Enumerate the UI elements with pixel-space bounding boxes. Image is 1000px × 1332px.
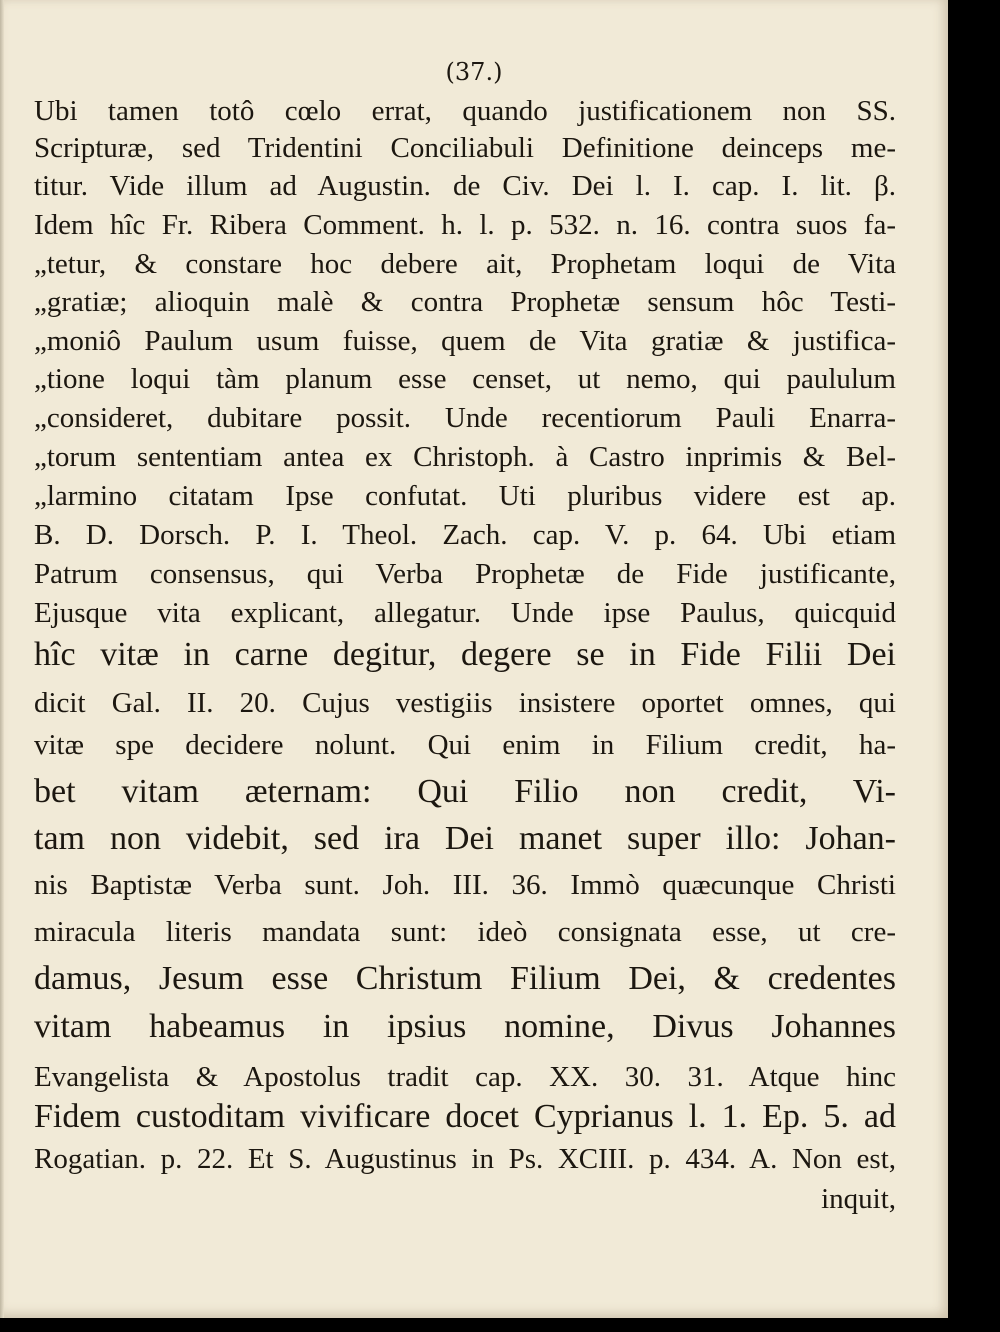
page-number: (37.) [445, 58, 503, 86]
text-line: „tione loqui tàm planum esse censet, ut nemo, qui paululum [34, 363, 896, 395]
text-line: „gratiæ; alioquin malè & contra Prophetæ sensum hôc Testi- [34, 286, 896, 318]
text-line: „tetur, & constare hoc debere ait, Prophetam loqui de Vita [34, 248, 896, 280]
text-line: Idem hîc Fr. Ribera Comment. h. l. p. 532. n. 16. contra suos fa- [34, 209, 896, 241]
catchword: inquit, [821, 1183, 896, 1215]
text-line: „consideret, dubitare possit. Unde recentiorum Pauli Enarra- [34, 402, 896, 434]
text-line: titur. Vide illum ad Augustin. de Civ. Dei l. I. cap. I. lit. β. [34, 170, 896, 202]
text-line: vitæ spe decidere nolunt. Qui enim in Filium credit, ha- [34, 729, 896, 761]
text-line: damus, Jesum esse Christum Filium Dei, & credentes [34, 962, 896, 996]
page-left-edge [0, 0, 4, 1318]
text-line: Fidem custoditam vivificare docet Cyprianus l. 1. Ep. 5. ad [34, 1100, 896, 1134]
text-line: „larmino citatam Ipse confutat. Uti pluribus videre est ap. [34, 480, 896, 512]
text-line: B. D. Dorsch. P. I. Theol. Zach. cap. V. p. 64. Ubi etiam [34, 519, 896, 551]
text-line: vitam habeamus in ipsius nomine, Divus Johannes [34, 1010, 896, 1044]
text-line: tam non videbit, sed ira Dei manet super illo: Johan- [34, 822, 896, 856]
text-line: Rogatian. p. 22. Et S. Augustinus in Ps. XCIII. p. 434. A. Non est, [34, 1143, 896, 1175]
text-line: miracula literis mandata sunt: ideò consignata esse, ut cre- [34, 916, 896, 948]
text-line: Ubi tamen totô cœlo errat, quando justificationem non SS. [34, 95, 896, 127]
text-line: „torum sententiam antea ex Christoph. à Castro inprimis & Bel- [34, 441, 896, 473]
text-line: Scripturæ, sed Tridentini Conciliabuli Definitione deinceps me- [34, 132, 896, 164]
text-line: nis Baptistæ Verba sunt. Joh. III. 36. Immò quæcunque Christi [34, 869, 896, 901]
text-line: Patrum consensus, qui Verba Prophetæ de Fide justificante, [34, 558, 896, 590]
text-line: bet vitam æternam: Qui Filio non credit, Vi- [34, 775, 896, 809]
text-line: hîc vitæ in carne degitur, degere se in Fide Filii Dei [34, 638, 896, 672]
text-line: Evangelista & Apostolus tradit cap. XX. 30. 31. Atque hinc [34, 1061, 896, 1093]
text-line: Ejusque vita explicant, allegatur. Unde ipse Paulus, quicquid [34, 597, 896, 629]
text-line: dicit Gal. II. 20. Cujus vestigiis insistere oportet omnes, qui [34, 687, 896, 719]
text-line: „moniô Paulum usum fuisse, quem de Vita gratiæ & justifica- [34, 325, 896, 357]
